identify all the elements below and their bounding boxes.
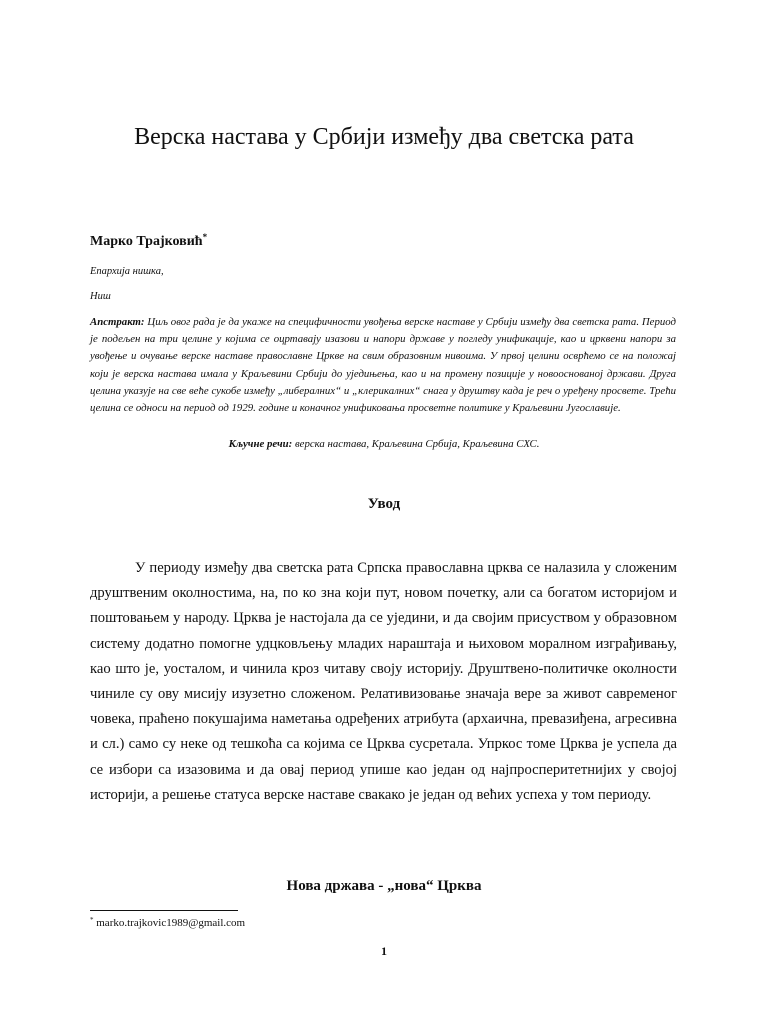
document-title: Верска настава у Србији између два светска рата: [134, 124, 634, 150]
author-name: Марко Трајковић: [90, 234, 203, 249]
author-affiliation: Епархија нишка,: [90, 266, 164, 277]
intro-paragraph: У периоду између два светска рата Српска православна црква се налазила у сложеним друштвеним околностима, на, по ко зна који пут, новом почетку, али са богатом историјом и поштовањем у народу. Црква је настојала да се уједини, и да својим присуством у образовном систему додатно помогне удцковљењу младих нараштаја и њиховом моралном изграђивању, као што је, уосталом, и чинила кроз читаву своју историју. Друштвено-политичке околности чиниле су ову мисију изузетно сложеном. Релативизовање значаја вере за живот савременог човека, праћено покушајима наметања одређених атрибута (архаична, превазиђена, агресивна и сл.) само су неке од тешкоћа са којима се Црква сусретала. Упркос томе Црква је успела да се избори са изазовима и да овај период упише као један од најпросперитетнијих у својој историји, а решење статуса верске наставе свакако је један од већих успеха у том периоду.: [90, 560, 677, 803]
keywords: [0, 438, 768, 450]
author-name-line: [90, 232, 207, 250]
keywords-label: Кључне речи:: [228, 438, 293, 450]
page-number: 1: [381, 944, 387, 958]
keywords-text: верска настава, Краљевина Србија, Краљевина СХС.: [294, 438, 540, 450]
abstract: [90, 314, 676, 417]
footnote-mark: *: [90, 916, 94, 924]
footnote-divider: [90, 910, 238, 911]
footnote-email: marko.trajkovic1989@gmail.com: [96, 917, 246, 929]
abstract-label: Апстракт:: [90, 316, 145, 328]
section-heading-intro: Увод: [367, 496, 401, 512]
abstract-text: Циљ овог рада је да укаже на специфичности увођења верске наставе у Србији између два светска рата. Период је подељен на три целине у којима се оцртавају изазови и напори државе у погледу унификације, као и црквени напори за увођење и очување верске наставе православне Цркве на свим образовним нивоима. У првој целини осврћемо се на положај који је верска настава имала у Краљевини Србији до уједињења, као и на промену позиције у новооснованој држави. Друга целина указује на све веће сукобе између „либералних“ и „клерикалних“ снага у друштву када је реч о уређену просвете. Трећи целина се односи на период од 1929. године и коначног унификовања просветне политике у Краљевини Југославије.: [90, 316, 676, 415]
author-city: Ниш: [90, 291, 111, 302]
section-heading-new-state: Нова држава - „нова“ Црква: [286, 878, 482, 894]
author-footnote-mark: *: [202, 232, 208, 242]
footnote: [90, 916, 245, 929]
